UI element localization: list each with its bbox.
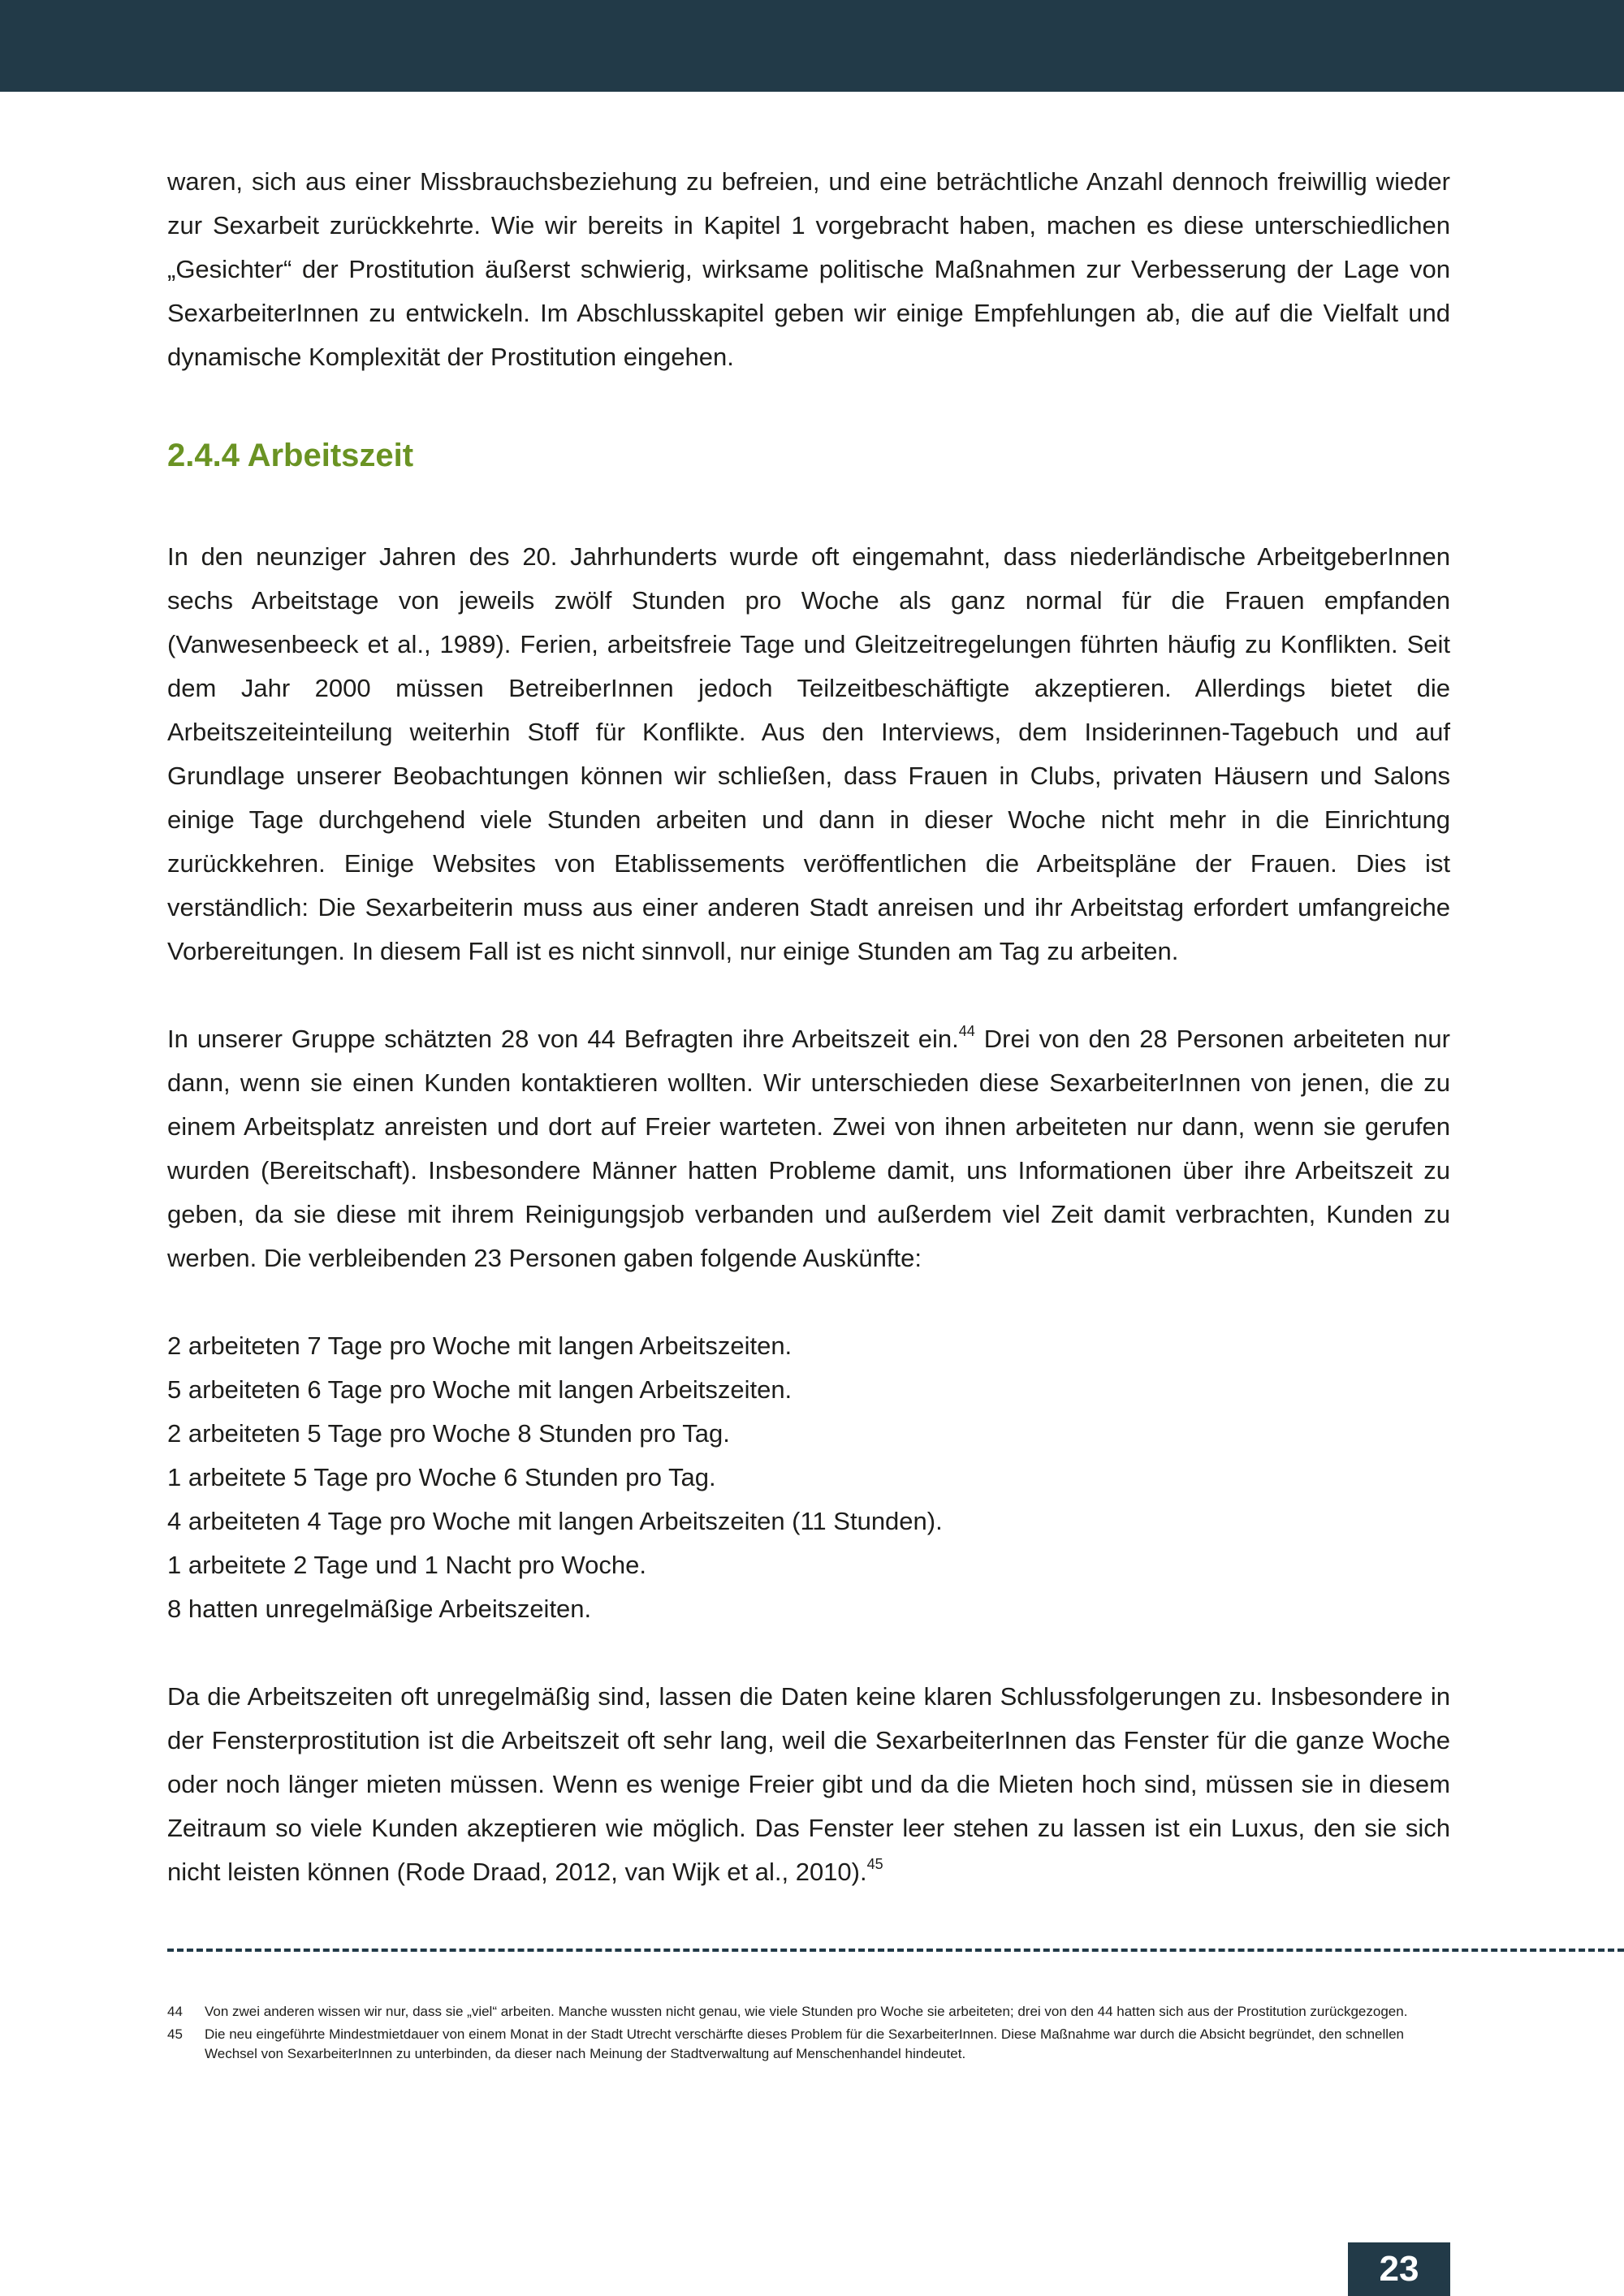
footnote-number: 44 <box>167 2004 183 2019</box>
footnote-text: Die neu eingeführte Mindestmietdauer von einem Monat in der Stadt Utrecht verschärfte dieses Problem für die SexarbeiterInnen. Diese Maßnahme war durch die Absicht begründet, den schnellen Wechsel von SexarbeiterInnen zu unterbinden, da dieser nach Meinung der Stadtverwaltung auf Menschenhandel hindeutet. <box>205 2026 1404 2061</box>
footnote-ref-44[interactable]: 44 <box>958 1023 975 1039</box>
hours-list <box>167 1324 1450 1631</box>
list-item: 5 arbeiteten 6 Tage pro Woche mit langen Arbeitszeiten. <box>167 1375 793 1404</box>
list-item: 2 arbeiteten 7 Tage pro Woche mit langen Arbeitszeiten. <box>167 1331 793 1360</box>
section-heading: 2.4.4 Arbeitszeit <box>167 438 414 473</box>
main-text <box>167 160 1450 1894</box>
list-item: 4 arbeiteten 4 Tage pro Woche mit langen Arbeitszeiten (11 Stunden). <box>167 1507 943 1535</box>
list-item: 2 arbeiteten 5 Tage pro Woche 8 Stunden pro Tag. <box>167 1419 730 1448</box>
list-item: 1 arbeitete 5 Tage pro Woche 6 Stunden pro Tag. <box>167 1463 716 1491</box>
list-item: 8 hatten unregelmäßige Arbeitszeiten. <box>167 1595 592 1623</box>
footnote-ref-45[interactable]: 45 <box>866 1856 883 1872</box>
header-bar <box>0 0 1624 92</box>
paragraph-2-text-a: In unserer Gruppe schätzten 28 von 44 Befragten ihre Arbeitszeit ein. <box>167 1025 959 1053</box>
footnote-44 <box>167 2002 1454 2022</box>
footnote-45 <box>167 2025 1454 2064</box>
paragraph-2 <box>167 1017 1450 1280</box>
footnote-text: Von zwei anderen wissen wir nur, dass sie „viel“ arbeiten. Manche wussten nicht genau, wie viele Stunden pro Woche sie arbeiteten; drei von den 44 hatten sich aus der Prostitution zurückgezogen. <box>205 2004 1408 2019</box>
page-number: 23 <box>1348 2242 1450 2296</box>
paragraph-2-text-b: Drei von den 28 Personen arbeiteten nur dann, wenn sie einen Kunden kontaktieren wollten. Wir unterschieden diese SexarbeiterInnen von jenen, die zu einem Arbeitsplatz anreisten und dort auf Freier warteten. Zwei von ihnen arbeiteten nur dann, wenn sie gerufen wurden (Bereitschaft). Insbesondere Männer hatten Probleme damit, uns Informationen über ihre Arbeitszeit zu geben, da sie diese mit ihrem Reinigungsjob verbanden und außerdem viel Zeit damit verbrachten, Kunden zu werben. Die verbleibenden 23 Personen gaben folgende Auskünfte: <box>167 1025 1450 1272</box>
footnote-divider <box>167 1949 1624 1952</box>
paragraph-intro: waren, sich aus einer Missbrauchsbeziehung zu befreien, und eine beträchtliche Anzahl dennoch freiwillig wieder zur Sexarbeit zurückkehrte. Wie wir bereits in Kapitel 1 vorgebracht haben, machen es diese unterschiedlichen „Gesichter“ der Prostitution äußerst schwierig, wirksame politische Maßnahmen zur Verbesserung der Lage von SexarbeiterInnen zu entwickeln. Im Abschlusskapitel geben wir einige Empfehlungen ab, die auf die Vielfalt und dynamische Komplexität der Prostitution eingehen. <box>167 167 1450 371</box>
footnotes <box>167 2002 1454 2067</box>
paragraph-3-text: Da die Arbeitszeiten oft unregelmäßig sind, lassen die Daten keine klaren Schlussfolgerungen zu. Insbesondere in der Fensterprostitution ist die Arbeitszeit oft sehr lang, weil die SexarbeiterInnen das Fenster für die ganze Woche oder noch länger mieten müssen. Wenn es wenige Freier gibt und da die Mieten hoch sind, müssen sie in diesem Zeitraum so viele Kunden akzeptieren wie möglich. Das Fenster leer stehen zu lassen ist ein Luxus, den sie sich nicht leisten können (Rode Draad, 2012, van Wijk et al., 2010). <box>167 1682 1450 1886</box>
paragraph-3 <box>167 1675 1450 1894</box>
list-item: 1 arbeitete 2 Tage und 1 Nacht pro Woche. <box>167 1551 646 1579</box>
paragraph-1: In den neunziger Jahren des 20. Jahrhunderts wurde oft eingemahnt, dass niederländische ArbeitgeberInnen sechs Arbeitstage von jeweils zwölf Stunden pro Woche als ganz normal für die Frauen empfanden (Vanwesenbeeck et al., 1989). Ferien, arbeitsfreie Tage und Gleitzeitregelungen führten häufig zu Konflikten. Seit dem Jahr 2000 müssen BetreiberInnen jedoch Teilzeitbeschäftigte akzeptieren. Allerdings bietet die Arbeitszeiteinteilung weiterhin Stoff für Konflikte. Aus den Interviews, dem Insiderinnen-Tagebuch und auf Grundlage unserer Beobachtungen können wir schließen, dass Frauen in Clubs, privaten Häusern und Salons einige Tage durchgehend viele Stunden arbeiten und dann in dieser Woche nicht mehr in die Einrichtung zurückkehren. Einige Websites von Etablissements veröffentlichen die Arbeitspläne der Frauen. Dies ist verständlich: Die Sexarbeiterin muss aus einer anderen Stadt anreisen und ihr Arbeitstag erfordert umfangreiche Vorbereitungen. In diesem Fall ist es nicht sinnvoll, nur einige Stunden am Tag zu arbeiten. <box>167 542 1450 965</box>
footnote-number: 45 <box>167 2026 183 2042</box>
